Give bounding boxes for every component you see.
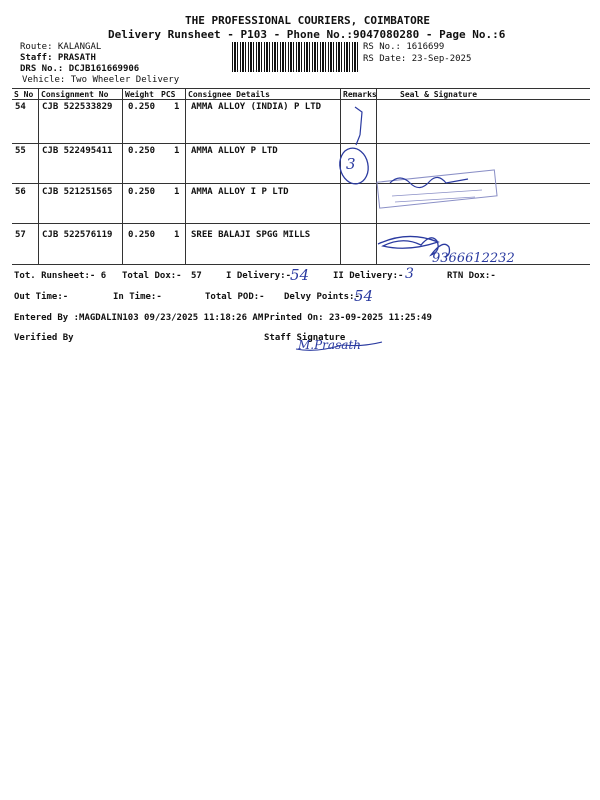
col-header-consignment: Consignment No (41, 90, 109, 99)
staff-signature-handwritten: M.Prasath (298, 338, 361, 352)
table-row-consignment: CJB 522576119 (42, 230, 113, 240)
table-row-pcs: 1 (174, 187, 180, 197)
table-row-weight: 0.250 (128, 146, 156, 156)
delvy-points-label: Delvy Points:- (284, 292, 360, 302)
vehicle-label: Vehicle: Two Wheeler Delivery (22, 75, 180, 85)
remark-handwritten-count: 3 (346, 155, 356, 173)
col-header-seal: Seal & Signature (400, 90, 478, 99)
table-row-consignee: AMMA ALLOY I P LTD (191, 187, 289, 197)
table-row-consignee: AMMA ALLOY P LTD (191, 146, 278, 156)
table-row-consignee: SREE BALAJI SPGG MILLS (191, 230, 311, 240)
delvy-points-value: 54 (354, 287, 374, 305)
total-pod-label: Total POD:- (205, 292, 265, 302)
table-row-pcs: 1 (174, 102, 180, 112)
col-header-sno: S No (14, 90, 34, 99)
i-delivery-value: 54 (290, 266, 310, 284)
col-header-pcs: PCS (161, 90, 176, 99)
ii-delivery-label: II Delivery:- (333, 271, 404, 281)
col-header-weight: Weight (125, 90, 154, 99)
table-row-pcs: 1 (174, 146, 180, 156)
company-title: THE PROFESSIONAL COURIERS, COIMBATORE (185, 14, 431, 27)
table-row-consignment: CJB 522495411 (42, 146, 113, 156)
table-row-weight: 0.250 (128, 187, 156, 197)
verified-by-label: Verified By (14, 333, 74, 343)
printed-on: Printed On: 23-09-2025 11:25:49 (264, 313, 432, 323)
table-row-consignee: AMMA ALLOY (INDIA) P LTD (191, 102, 322, 112)
drs-no-label: DRS No.: DCJB161669906 (20, 64, 140, 74)
in-time-label: In Time:- (113, 292, 162, 302)
route-label: Route: KALANGAL (20, 42, 102, 52)
staff-label: Staff: PRASATH (20, 53, 96, 63)
table-row-sno: 54 (15, 102, 26, 112)
col-header-consignee: Consignee Details (188, 90, 270, 99)
tot-runsheet: Tot. Runsheet:- 6 (14, 271, 107, 281)
i-delivery-label: I Delivery:- (226, 271, 292, 281)
table-row-weight: 0.250 (128, 230, 156, 240)
rs-date-label: RS Date: 23-Sep-2025 (363, 54, 472, 64)
table-row-sno: 55 (15, 146, 26, 156)
table-row-sno: 56 (15, 187, 26, 197)
table-row-weight: 0.250 (128, 102, 156, 112)
out-time-label: Out Time:- (14, 292, 69, 302)
table-row-consignment: CJB 522533829 (42, 102, 113, 112)
handwritten-phone: 9366612232 (432, 251, 515, 266)
table-row-sno: 57 (15, 230, 26, 240)
col-header-remarks: Remarks (343, 90, 377, 99)
table-row-pcs: 1 (174, 230, 180, 240)
total-dox-value: 57 (191, 271, 202, 281)
table-row-consignment: CJB 521251565 (42, 187, 113, 197)
rs-no-label: RS No.: 1616699 (363, 42, 445, 52)
rtn-dox-label: RTN Dox:- (447, 271, 496, 281)
ii-delivery-value: 3 (405, 266, 414, 282)
entered-by: Entered By :MAGDALIN103 09/23/2025 11:18:26 AM (14, 313, 264, 323)
total-dox-label: Total Dox:- (122, 271, 182, 281)
staff-signature-label: Staff Signature (264, 333, 346, 343)
runsheet-subtitle: Delivery Runsheet - P103 - Phone No.:9047080280 - Page No.:6 (108, 28, 506, 41)
